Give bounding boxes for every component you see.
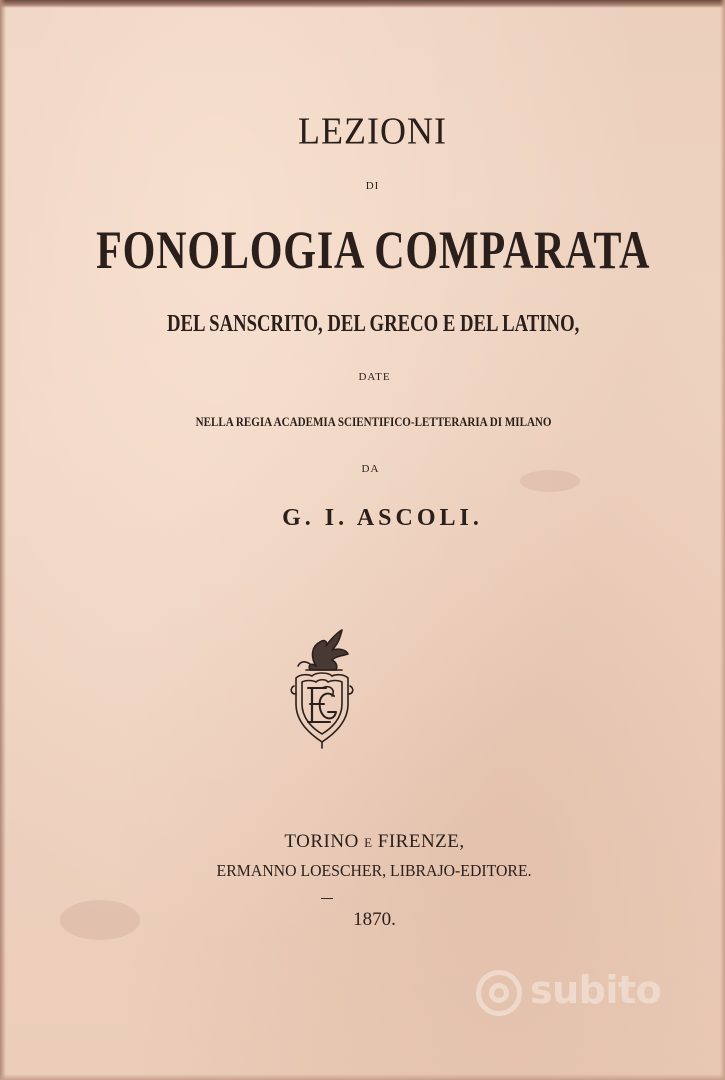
title-di: DI (365, 180, 380, 192)
imprint-publisher: ERMANNO LOESCHER, LIBRAJO-EDITORE. (216, 861, 532, 880)
imprint-year: 1870. (353, 909, 396, 930)
subtitle: DEL SANSCRITO, DEL GRECO E DEL LATINO, (167, 311, 580, 337)
main-title: FONOLOGIA COMPARATA (96, 220, 651, 280)
title-lezioni: LEZIONI (298, 110, 447, 152)
imprint-place-city2: FIRENZE, (377, 831, 465, 852)
imprint-place (0, 831, 725, 853)
subito-logo-icon (476, 970, 522, 1016)
page-bottom-edge (0, 1074, 725, 1080)
imprint-rule-divider (321, 898, 333, 899)
watermark-text: subito (530, 968, 662, 1012)
watermark (476, 968, 696, 1022)
page-top-edge (0, 0, 725, 8)
institution-line: NELLA REGIA ACADEMIA SCIENTIFICO-LETTERARIA DI MILANO (195, 414, 552, 429)
heraldic-shield-with-eagle-icon (286, 626, 358, 750)
imprint-place-joiner: E (364, 835, 373, 850)
author-name: G. I. ASCOLI. (282, 505, 483, 531)
title-date: DATE (358, 371, 391, 383)
title-da: DA (361, 463, 380, 475)
imprint-place-city1: TORINO (284, 831, 359, 852)
